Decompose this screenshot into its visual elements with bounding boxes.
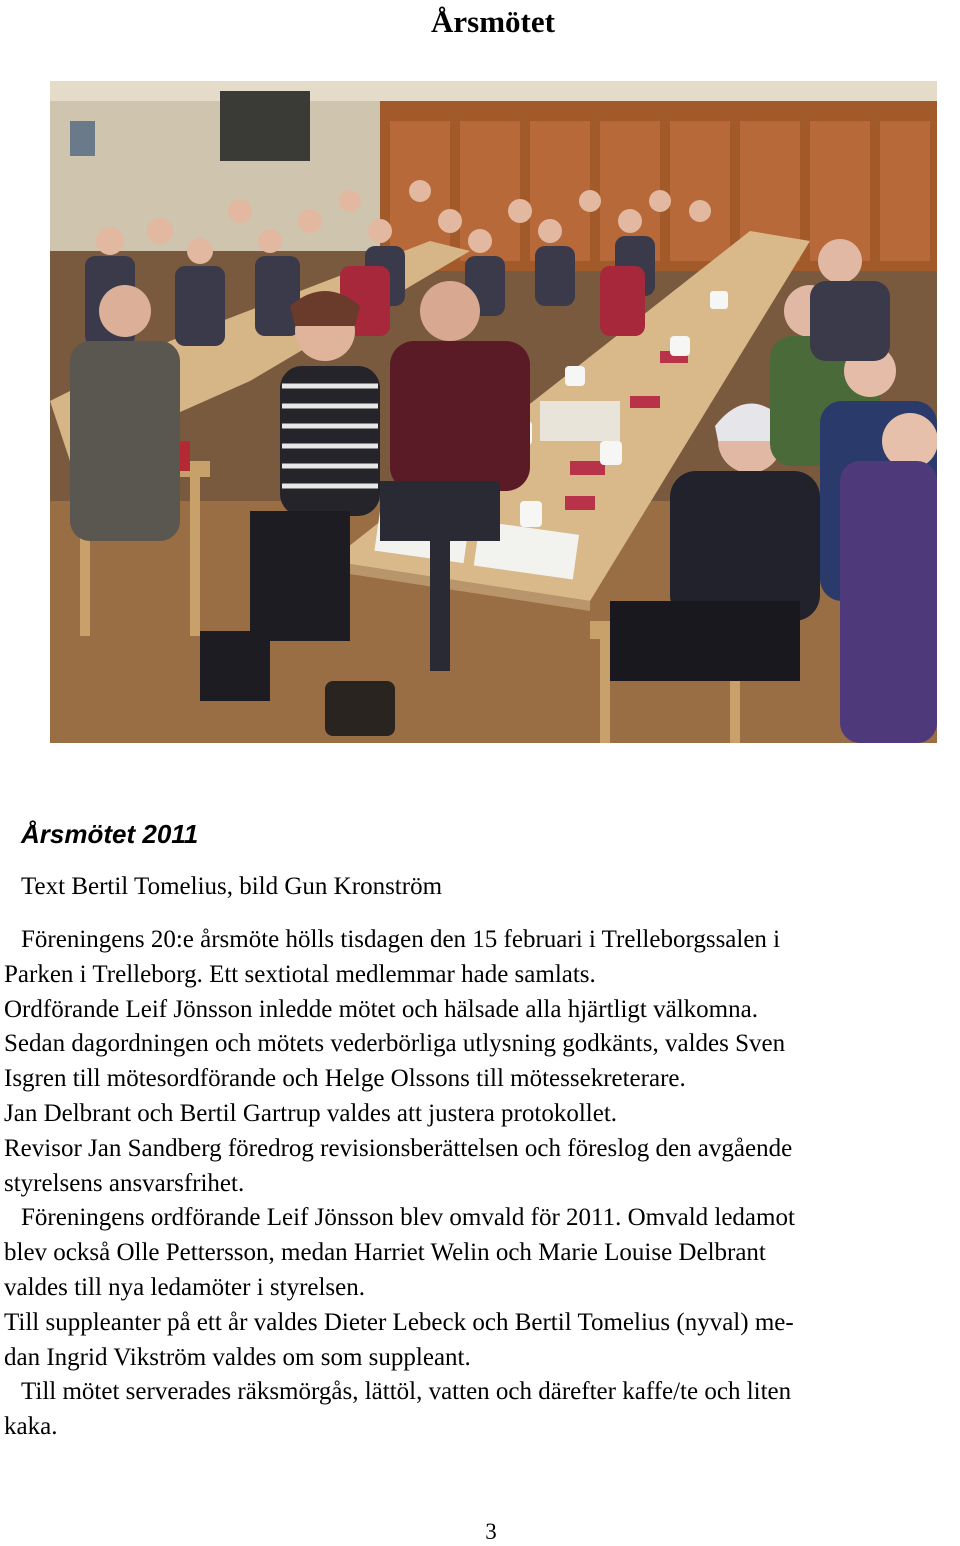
body-line: Parken i Trelleborg. Ett sextiotal medlemmar hade samlats. — [4, 960, 596, 988]
body-line: Jan Delbrant och Bertil Gartrup valdes att justera protokollet. — [4, 1099, 618, 1127]
body-line: kaka. — [4, 1413, 58, 1441]
body-line: Sedan dagordningen och mötets vederbörliga utlysning godkänts, valdes Sven — [4, 1030, 786, 1058]
article-body — [4, 923, 959, 1445]
page-number: 3 — [485, 1519, 497, 1544]
meeting-photo-illustration — [50, 81, 937, 743]
body-line: Isgren till mötesordförande och Helge Olssons till mötessekreterare. — [4, 1065, 686, 1093]
body-line: styrelsens ansvarsfrihet. — [4, 1169, 245, 1197]
body-line: valdes till nya ledamöter i styrelsen. — [4, 1273, 366, 1301]
meeting-photo — [50, 81, 937, 743]
page-title: Årsmötet — [431, 4, 555, 39]
body-line: Föreningens ordförande Leif Jönsson blev omvald för 2011. Omvald ledamot — [21, 1204, 795, 1232]
article-heading: Årsmötet 2011 — [21, 819, 199, 849]
body-line: Revisor Jan Sandberg föredrog revisionsberättelsen och föreslog den avgående — [4, 1134, 793, 1162]
body-line: Föreningens 20:e årsmöte hölls tisdagen den 15 februari i Trelleborgssalen i — [21, 926, 781, 953]
body-line: dan Ingrid Vikström valdes om som suppleant. — [4, 1343, 471, 1371]
body-line: Till suppleanter på ett år valdes Dieter Lebeck och Bertil Tomelius (nyval) me- — [4, 1308, 794, 1336]
body-line: blev också Olle Pettersson, medan Harriet Welin och Marie Louise Delbrant — [4, 1239, 766, 1267]
body-line: Till mötet serverades räksmörgås, lättöl, vatten och därefter kaffe/te och liten — [21, 1378, 792, 1406]
body-line: Ordförande Leif Jönsson inledde mötet och hälsade alla hjärtligt välkomna. — [4, 995, 758, 1023]
byline: Text Bertil Tomelius, bild Gun Kronström — [21, 873, 443, 900]
